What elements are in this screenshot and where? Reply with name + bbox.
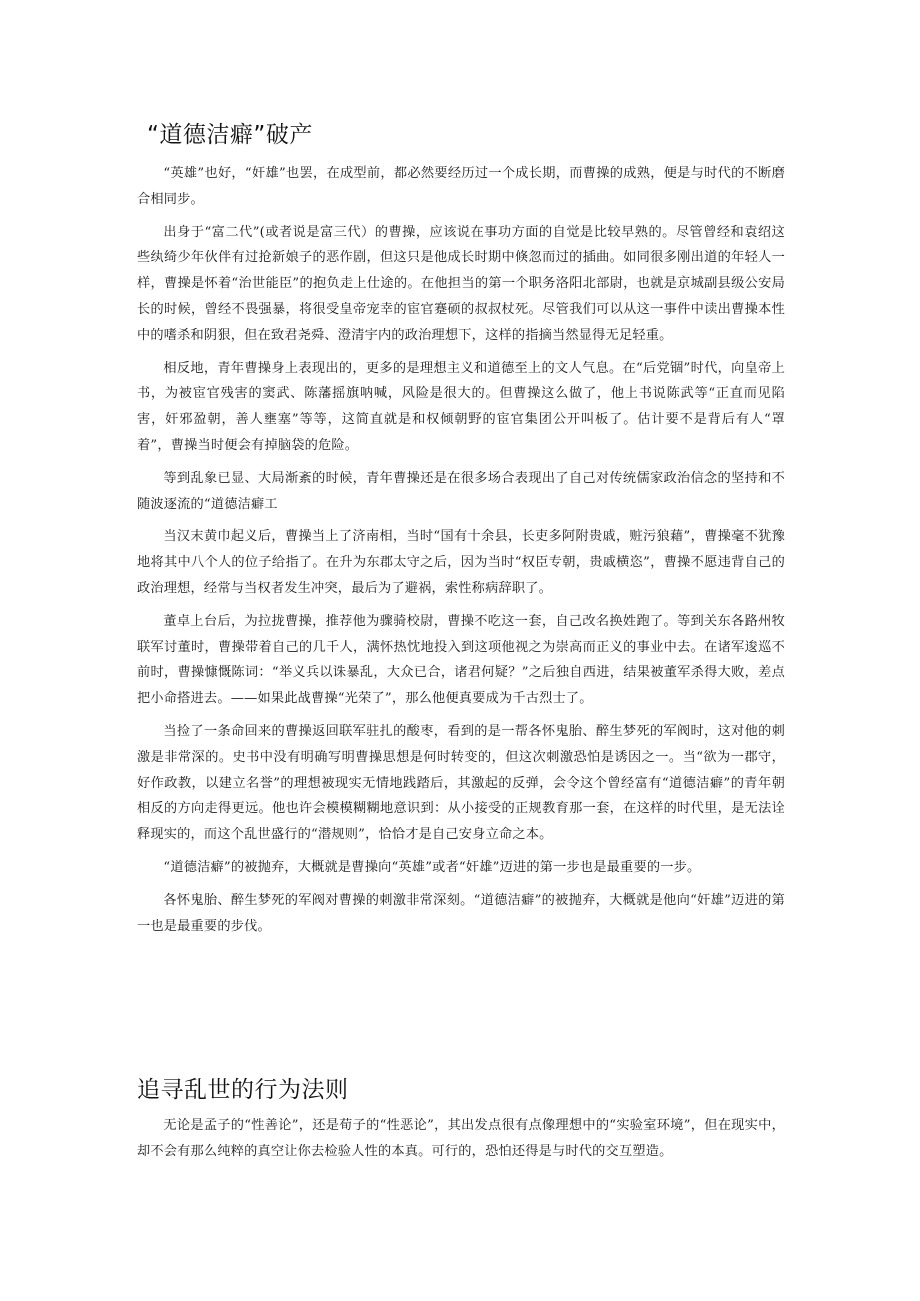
- section-heading-rules-of-chaos: 追寻乱世的行为法则: [137, 1077, 349, 1103]
- paragraph: “英雄”也好，“奸雄”也罢，在成型前，都必然要经历过一个成长期，而曹操的成熟，便是与时代的不断磨合相同步。: [137, 166, 785, 207]
- paragraph: 出身于“富二代”(或者说是富三代）的曹操，应该说在事功方面的自觉是比较早熟的。尽管曾经和袁绍这些纨绮少年伙伴有过抢新娘子的恶作剧，但这只是他成长时期中倏忽而过的插曲。如同很多刚出道的年轻人一样，曹操是怀着“治世能臣”的抱负走上仕途的。在他担当的第一个职务洛阳北部尉，也就是京城副县级公安局长的时候，曾经不畏强暴，将很受皇帝宠幸的宦官蹇硕的叔叔杖死。尽管我们可以从这一事件中读出曹操本性中的嗜杀和阴狠，但在致君尧舜、澄清宇内的政治理想下，这样的指摘当然显得无足轻重。: [137, 224, 785, 343]
- section-body-moral-purity: [137, 161, 785, 946]
- paragraph: 当捡了一条命回来的曹操返回联军驻扎的酸枣，看到的是一帮各怀鬼胎、醉生梦死的军阀时，这对他的刺激是非常深的。史书中没有明确写明曹操思想是何时转变的，但这次刺激恐怕是诱因之一。当“欲为一郡守，好作政教，以建立名誉”的理想被现实无情地践踏后，其激起的反弹，会令这个曾经富有“道德洁癖”的青年朝相反的方向走得更远。他也许会模模糊糊地意识到：从小接受的正规教育那一套，在这样的时代里，是无法诠释现实的，而这个乱世盛行的“潜规则”，恰恰才是自己安身立命之本。: [137, 723, 785, 843]
- paragraph: “道德洁癖”的被抛弃，大概就是曹操向“英雄”或者“奸雄”迈进的第一步也是最重要的一步。: [163, 859, 701, 875]
- section-heading-moral-purity: “道德洁癖”破产: [147, 122, 313, 148]
- paragraph: 各怀鬼胎、醉生梦死的军阀对曹操的刺激非常深刻。“道德洁癖”的被抛弃，大概就是他向“奸雄”迈进的第一也是最重要的步伐。: [137, 892, 785, 934]
- paragraph: 董卓上台后，为拉拢曹操，推荐他为骤骑校尉，曹操不吃这一套，自己改名换姓跑了。等到关东各路州牧联军讨董时，曹操带着自己的几千人，满怀热忱地投入到这项他视之为崇高而正义的事业中去。在诸军逡巡不前时，曹操慷慨陈词：“举义兵以诛暴乱，大众已合，诸君何疑？”之后独自西进，结果被董军杀得大败，差点把小命搭进去。——如果此战曹操“光荣了”，那么他便真要成为千古烈士了。: [137, 613, 785, 707]
- paragraph: 相反地，青年曹操身上表现出的，更多的是理想主义和道德至上的文人气息。在“后党锢”时代，向皇帝上书，为被宦官残害的窦武、陈藩摇旗呐喊，风险是很大的。但曹操这么做了，他上书说陈武等“正直而见陷害，奸邪盈朝，善人壅塞”等等，这简直就是和权倾朝野的宦官集团公开叫板了。估计要不是背后有人“罩着”，曹操当时便会有掉脑袋的危险。: [137, 360, 785, 453]
- paragraph: 等到乱象已显、大局渐紊的时候，青年曹操还是在很多场合表现出了自己对传统儒家政治信念的坚持和不随波逐流的“道德洁癖工: [137, 470, 785, 512]
- paragraph: 无论是孟子的“性善论”，还是荀子的“性恶论”，其出发点很有点像理想中的“实验室环境”，但在现实中，却不会有那么纯粹的真空让你去检验人性的本真。可行的，恐怕还得是与时代的交互塑造。: [137, 1118, 785, 1159]
- section-body-rules-of-chaos: [137, 1113, 785, 1172]
- paragraph: 当汉末黄巾起义后，曹操当上了济南相，当时“国有十余县，长吏多阿附贵戚，赃污狼藉”，曹操毫不犹豫地将其中八个人的位子给指了。在升为东郡太守之后，因为当时“权臣专朝，贵戚横恣”，曹操不愿违背自己的政治理想，经常与当权者发生冲突，最后为了避祸，索性称病辞职了。: [137, 529, 785, 596]
